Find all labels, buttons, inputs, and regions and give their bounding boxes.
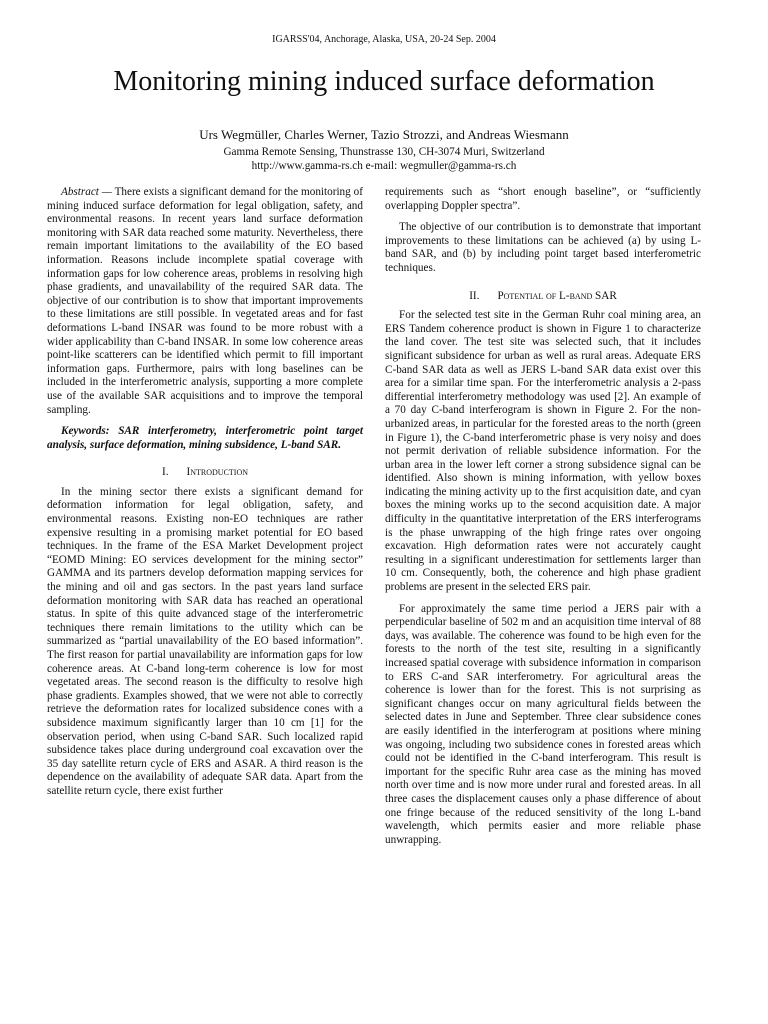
- paragraph: The objective of our contribution is to demonstrate that important improvements to these limitations can be achieved (a) by using L-band SAR, and (b) by including point target based interferometric techniques.: [385, 221, 701, 274]
- section-title: Introduction: [186, 466, 249, 479]
- abstract: [47, 186, 363, 417]
- keywords-text: SAR interferometry, interferometric point target analysis, surface deformation, mining subsidence, L-band SAR.: [47, 425, 364, 451]
- conference-header: IGARSS'04, Anchorage, Alaska, USA, 20-24 Sep. 2004: [272, 34, 496, 45]
- section-number: I.: [161, 466, 169, 479]
- section-heading-l-band: [385, 290, 701, 304]
- paragraph: For the selected test site in the German Ruhr coal mining area, an ERS Tandem coherence product is shown in Figure 1 to characterize the land cover. The test site was selected such, that it includes significant subsidence for urban as well as rural areas. Adequate ERS C-band SAR data as well as JERS L-band SAR data exist over this area for a similar time span. For the interferometric analysis a 2-pass differential interferometry methodology was used [2]. An example of a 70 day C-band interferogram is shown in Figure 2. For the non-urbanized areas, in particular for the forested areas to the north (green in Figure 1), the C-band interferometric phase is very noisy and does not permit derivation of reliable subsidence information. For the urban area in the lower left corner a strong subsidence signal can be identified. Also shown is mining information, with yellow boxes indicating the mining activity up to the first acquisition date, and cyan boxes the mining works up to the second acquisition date. A major difficulty in the quantitative interpretation of the ERS interferograms is the phase unwrapping of the high fringe rates over ongoing excavation. High deformation rates were not accurately caught resulting in a significant underestimation for settlements larger than 10 cm. Consequently, both, the coherence and high phase gradient problems are present in the selected ERS pair.: [385, 309, 701, 594]
- keywords-label: Keywords:: [61, 425, 110, 438]
- paper-title: Monitoring mining induced surface deformation: [113, 66, 655, 97]
- paragraph: In the mining sector there exists a significant demand for deformation information for legal obligation, safety, and environmental reasons. Existing non-EO techniques are rather expensive resulting in a promising market potential for EO based techniques. In the frame of the ESA Market Development project “EOMD Mining: EO services development for the mining sector” GAMMA and its partners develop deformation mapping services for the mining and oil and gas sectors. In the past years land surface deformation monitoring with SAR data has reached an operational status. In spite of this quite advanced stage of the interferometric techniques there remain limitations to the utility which can be summarized as “partial unavailability of the EO based information”. The first reason for partial unavailability are information gaps for low coherence areas. At C-band long-term coherence is low for most vegetated areas. The second reason is the difficulty to resolve high phase gradients. Examples showed, that we were not able to correctly retrieve the deformation rates for localized subsidence cones with a subsidence maximum significantly larger than 10 cm [1] for the observation period, when using C-band SAR. Such localized rapid subsidence takes place during underground coal excavation over the 35 day satellite return cycle of ERS and ASAR. A third reason is the dependence on the availability of adequate SAR data. Apart from the satellite return cycle, there exist further: [47, 485, 363, 797]
- affiliation: Gamma Remote Sensing, Thunstrasse 130, CH-3074 Muri, Switzerland: [223, 146, 545, 158]
- abstract-text: There exists a significant demand for the monitoring of mining induced surface deformation for legal obligation, safety, and environmental reasons. In recent years land surface deformation monitoring with SAR data reached some maturity. Nevertheless, there remain important limitations to the availability of the EO based information. Reasons include incomplete spatial coverage with information gaps for low coherence areas, problems in resolving high phase gradients, and unavailability of the required SAR data. The objective of our contribution is to show that important improvements to these limitations are still possible. In vegetated areas and for fast deformations L-band INSAR was found to be more robust with a wider applicability than C-band INSAR. In some low coherence areas point-like scatterers can be identified which permit to fill important information gaps. Furthermore, pairs with long baselines can be included in the interferometric analysis, supporting a more complete use of the available SAR acquisitions and to improve the temporal sampling.: [47, 186, 363, 416]
- paragraph: requirements such as “short enough baseline”, or “sufficiently overlapping Doppler spectra”.: [385, 186, 701, 212]
- left-column: [47, 186, 363, 799]
- keywords: [47, 425, 363, 452]
- right-column: [385, 186, 701, 847]
- contact-info: http://www.gamma-rs.ch e-mail: wegmuller@gamma-rs.ch: [251, 160, 517, 172]
- paragraph: For approximately the same time period a JERS pair with a perpendicular baseline of 502 m and an acquisition time interval of 88 days, was available. The coherence was found to be high even for the forests to the north of the test site, resulting in a significantly increased spatial coverage with subsidence information in comparison to ERS C-and SAR interferometry. For agricultural areas the coherence is lower than for the forest. This is not surprising as significant changes occur on many agricultural fields between the selected dates in June and September. Three clear subsidence cones are easily identified in the interferogram at positions where mining was ongoing, including two subsidence cones in forested areas which could not be identified in the C-band interferogram. This result is important for the specific Ruhr area case as the mining has moved north over time and is now more under rural and forested areas. In all three cases the displacement causes only a phase difference of about one fringe because of the reduced sensitivity of the long L-band wavelength, which permits easier and more reliable phase unwrapping.: [385, 602, 701, 846]
- section-heading-introduction: [47, 466, 363, 480]
- section-title: Potential of L-band SAR: [497, 289, 617, 302]
- section-number: II.: [469, 289, 480, 302]
- abstract-label: Abstract —: [61, 186, 112, 198]
- author-list: Urs Wegmüller, Charles Werner, Tazio Strozzi, and Andreas Wiesmann: [199, 127, 569, 142]
